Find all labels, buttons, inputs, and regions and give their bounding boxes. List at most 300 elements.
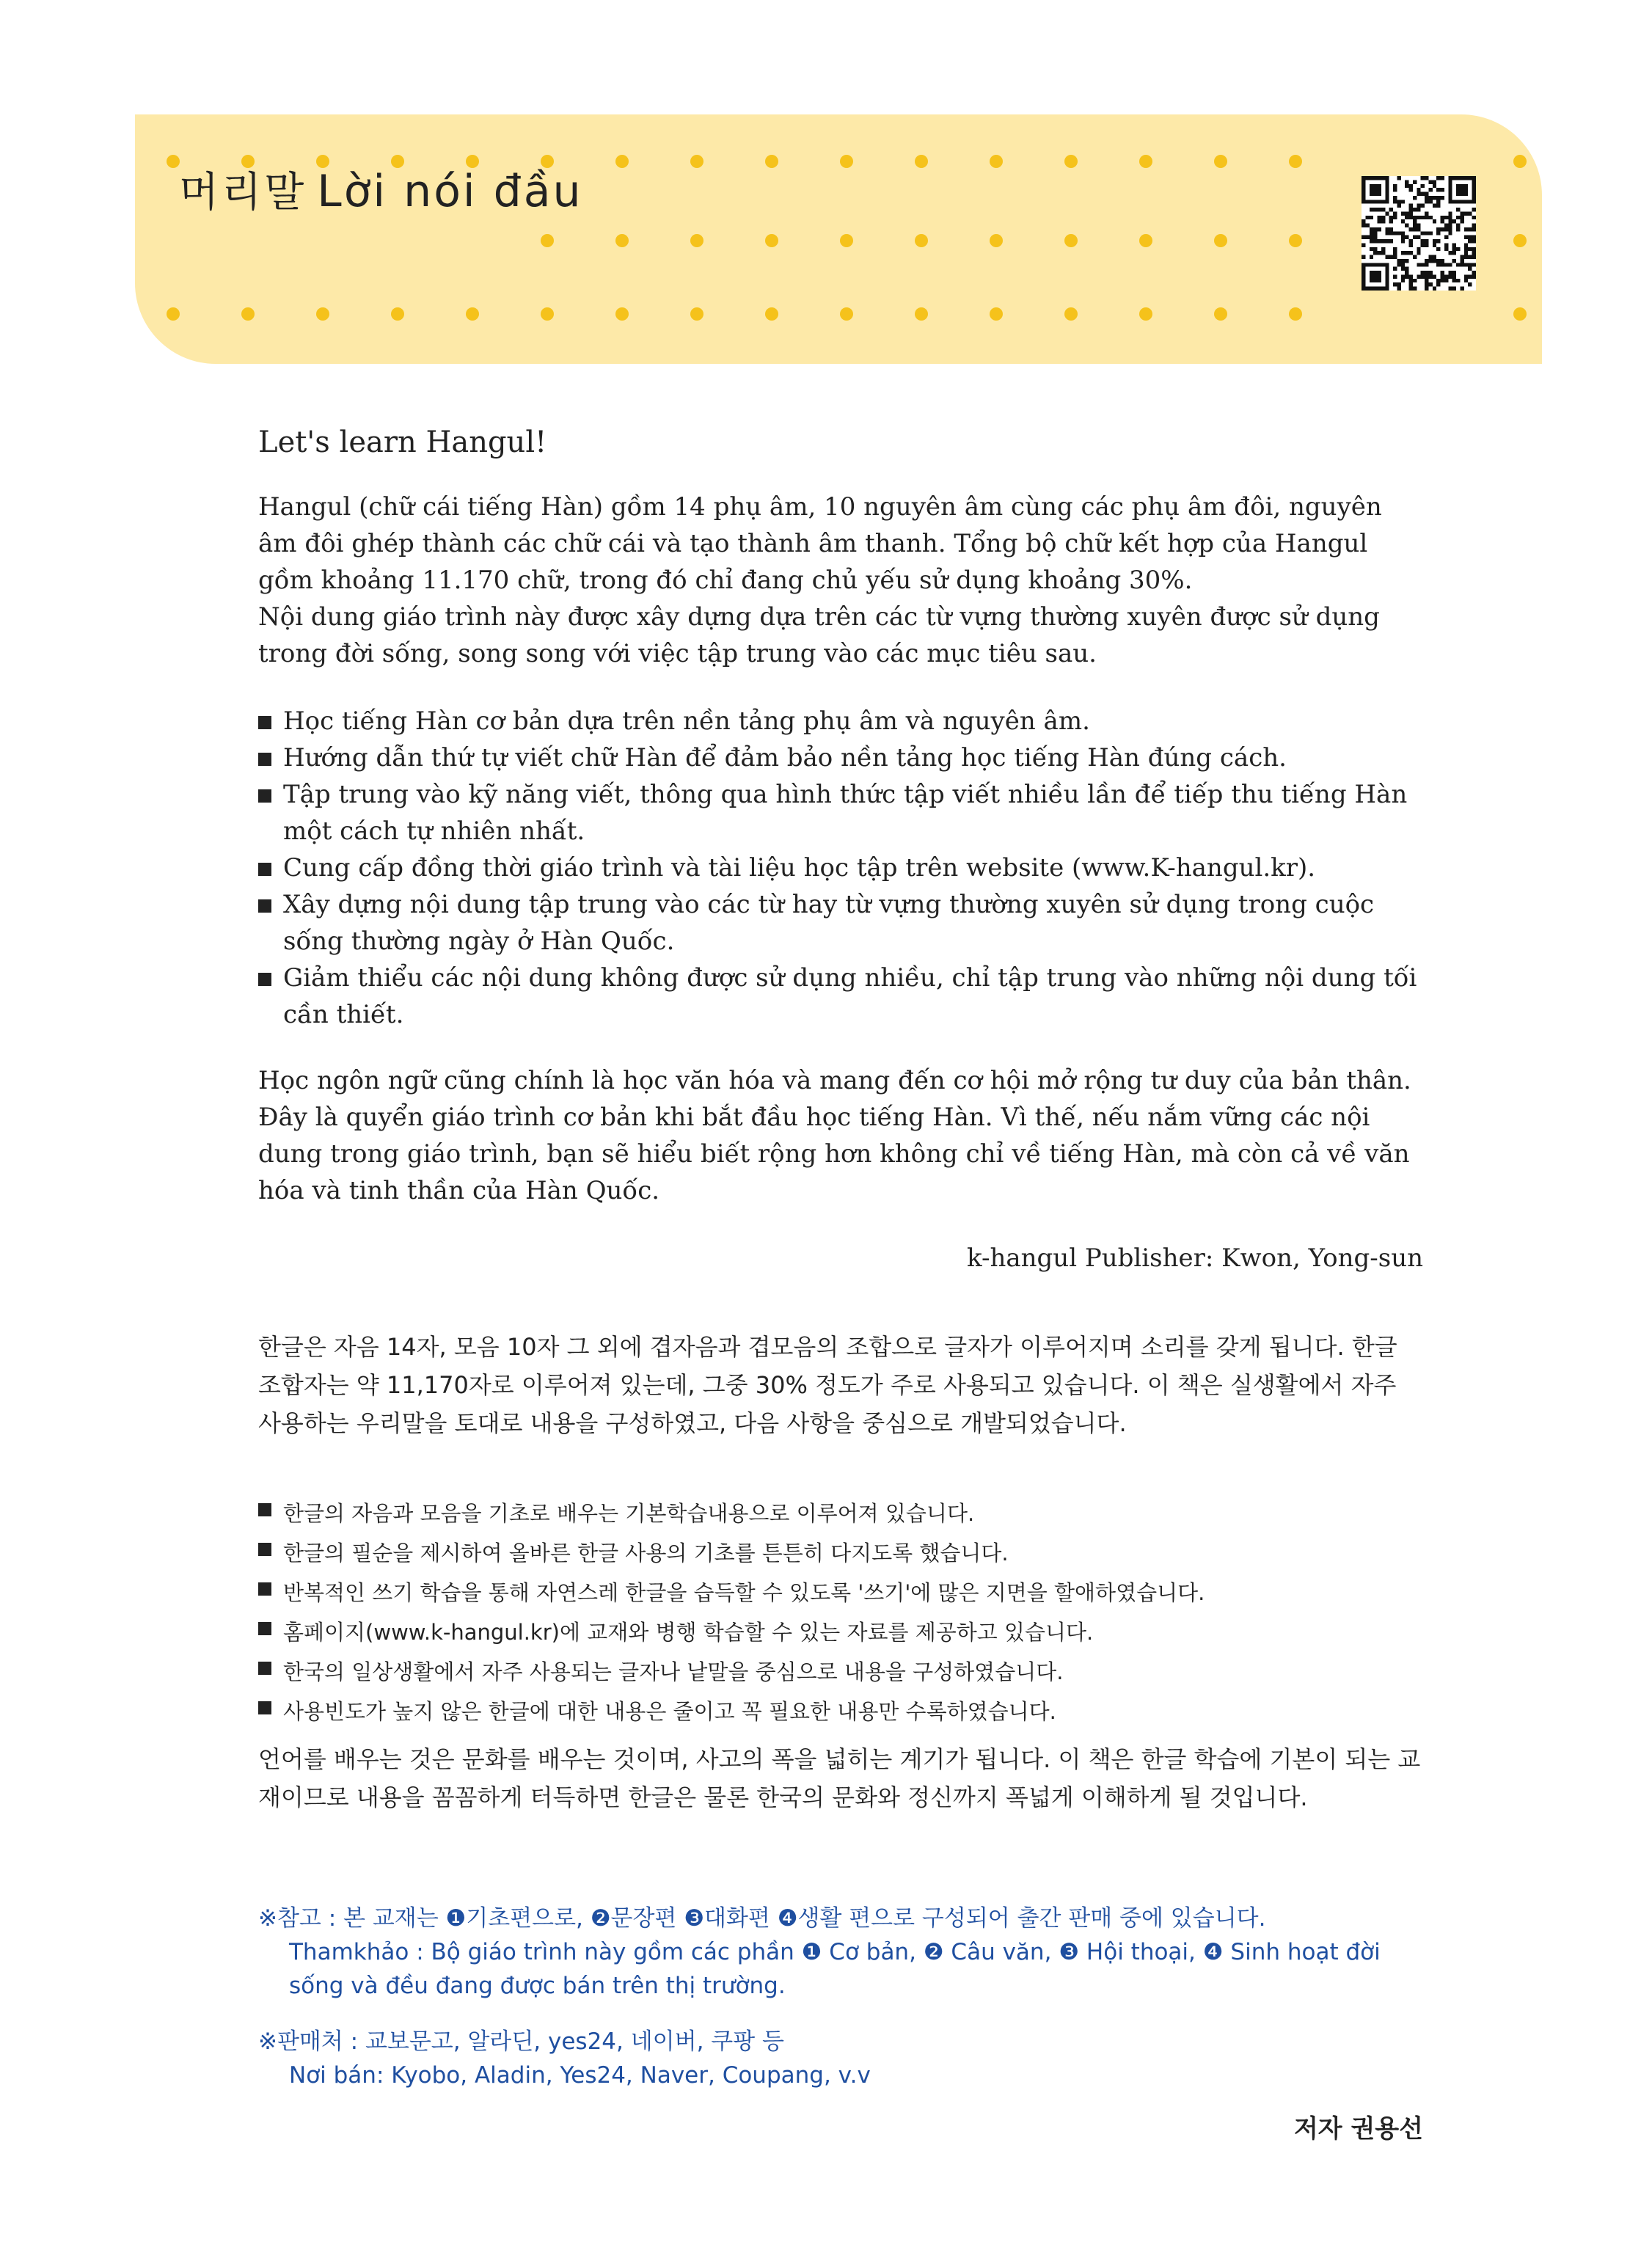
decorative-dot [1289, 155, 1302, 168]
qr-module [1409, 211, 1413, 215]
qr-module [1464, 247, 1468, 251]
qr-module [1441, 176, 1444, 180]
qr-module [1373, 251, 1377, 255]
qr-module [1425, 211, 1428, 215]
qr-module [1409, 282, 1413, 286]
qr-module [1389, 219, 1393, 223]
qr-module [1389, 208, 1393, 211]
list-item: Cung cấp đồng thời giáo trình và tài liệu học tập trên website (www.K-hangul.kr). [258, 850, 1423, 886]
qr-module [1464, 235, 1468, 239]
qr-module [1464, 251, 1468, 255]
qr-module [1417, 192, 1420, 196]
sellers-vietnamese: Nơi bán: Kyobo, Aladin, Yes24, Naver, Coupang, v.v [289, 2062, 871, 2089]
decorative-dot [167, 155, 180, 168]
qr-module [1436, 188, 1440, 191]
intro-vietnamese [258, 489, 1423, 672]
qr-module [1401, 259, 1405, 263]
qr-module [1425, 271, 1428, 274]
qr-module [1448, 271, 1452, 274]
qr-module [1436, 204, 1440, 208]
qr-module [1472, 263, 1476, 266]
qr-module [1393, 247, 1397, 251]
reference-note [258, 1902, 1432, 2003]
qr-module [1433, 274, 1436, 278]
qr-module [1393, 231, 1397, 235]
sellers-korean: ※판매처 : 교보문고, 알라딘, yes24, 네이버, 쿠팡 등 [258, 2028, 784, 2055]
list-item: Hướng dẫn thứ tự viết chữ Hàn để đảm bảo nền tảng học tiếng Hàn đúng cách. [258, 739, 1423, 776]
decorative-dot [765, 307, 778, 321]
qr-module [1401, 239, 1405, 243]
qr-module [1464, 211, 1468, 215]
qr-module [1448, 211, 1452, 215]
header-banner [135, 114, 1542, 364]
qr-module [1428, 180, 1432, 183]
qr-module [1405, 224, 1408, 227]
dot-pattern [135, 114, 1542, 364]
qr-module [1456, 227, 1460, 231]
list-item: Học tiếng Hàn cơ bản dựa trên nền tảng phụ âm và nguyên âm. [258, 703, 1423, 739]
qr-module [1425, 259, 1428, 263]
qr-module [1401, 235, 1405, 239]
qr-module [1460, 255, 1463, 259]
qr-module [1456, 279, 1460, 282]
qr-module [1460, 216, 1463, 219]
qr-module [1401, 200, 1405, 203]
qr-module [1441, 216, 1444, 219]
qr-module [1428, 216, 1432, 219]
qr-module [1425, 200, 1428, 203]
qr-module [1421, 192, 1425, 196]
qr-module [1413, 219, 1417, 223]
qr-module [1413, 279, 1417, 282]
qr-module [1401, 231, 1405, 235]
decorative-dot [915, 155, 928, 168]
qr-module [1433, 180, 1436, 183]
qr-module [1436, 263, 1440, 266]
qr-module [1452, 259, 1456, 263]
qr-module [1425, 231, 1428, 235]
qr-module [1441, 196, 1444, 200]
list-item: 사용빈도가 높지 않은 한글에 대한 내용은 줄이고 꼭 필요한 내용만 수록하였습니다. [258, 1692, 1423, 1731]
qr-module [1452, 279, 1456, 282]
qr-module [1436, 196, 1440, 200]
qr-module [1409, 239, 1413, 243]
qr-module [1472, 216, 1476, 219]
qr-module [1460, 211, 1463, 215]
qr-module [1448, 251, 1452, 255]
qr-module [1393, 251, 1397, 255]
publisher-credit: k-hangul Publisher: Kwon, Yong-sun [966, 1243, 1423, 1273]
qr-module [1472, 274, 1476, 278]
decorative-dot [990, 155, 1003, 168]
qr-module [1385, 231, 1389, 235]
qr-module [1472, 255, 1476, 259]
qr-module [1472, 247, 1476, 251]
qr-module [1428, 259, 1432, 263]
decorative-dot [1139, 307, 1152, 321]
intro-korean: 한글은 자음 14자, 모음 10자 그 외에 겹자음과 겹모음의 조합으로 글자가 이루어지며 소리를 갖게 됩니다. 한글 조합자는 약 11,170자로 이루어져 있는데, 그중 30% 정도가 주로 사용되고 있습니다. 이 책은 실생활에서 자주 사용하는 우리말을 토대로 내용을 구성하였고, 다음 사항을 중심으로 개발되었습니다. [258, 1333, 1397, 1437]
qr-module [1444, 274, 1448, 278]
decorative-dot [1513, 234, 1527, 247]
qr-module [1397, 200, 1400, 203]
qr-module [1413, 227, 1417, 231]
qr-module [1460, 259, 1463, 263]
qr-module [1397, 287, 1400, 291]
qr-module [1417, 216, 1420, 219]
qr-module [1370, 235, 1373, 239]
qr-module [1436, 227, 1440, 231]
qr-finder-core [1456, 184, 1468, 196]
qr-module [1448, 216, 1452, 219]
decorative-dot [1214, 234, 1227, 247]
qr-module [1425, 216, 1428, 219]
qr-module [1389, 255, 1393, 259]
qr-module [1433, 259, 1436, 263]
qr-module [1389, 216, 1393, 219]
qr-module [1428, 231, 1432, 235]
decorative-dot [316, 307, 329, 321]
qr-module [1425, 243, 1428, 246]
qr-module [1397, 176, 1400, 180]
qr-module [1362, 219, 1365, 223]
qr-module [1378, 219, 1381, 223]
qr-module [1460, 219, 1463, 223]
qr-module [1393, 267, 1397, 271]
outro-korean: 언어를 배우는 것은 문화를 배우는 것이며, 사고의 폭을 넓히는 계기가 됩니다. 이 책은 한글 학습에 기본이 되는 교재이므로 내용을 꼼꼼하게 터득하면 한글은 물론 한국의 문화와 정신까지 폭넓게 이해하게 될 것입니다. [258, 1745, 1421, 1811]
qr-module [1436, 282, 1440, 286]
qr-module [1452, 247, 1456, 251]
qr-module [1370, 208, 1373, 211]
list-item: Giảm thiểu các nội dung không được sử dụng nhiều, chỉ tập trung vào những nội dung tối cần thiết. [258, 960, 1423, 1033]
qr-module [1373, 227, 1377, 231]
qr-module [1428, 274, 1432, 278]
qr-module [1444, 224, 1448, 227]
qr-module [1452, 274, 1456, 278]
qr-module [1468, 255, 1472, 259]
qr-module [1378, 239, 1381, 243]
qr-module [1370, 227, 1373, 231]
qr-module [1441, 219, 1444, 223]
qr-module [1378, 208, 1381, 211]
qr-module [1468, 282, 1472, 286]
qr-module [1362, 243, 1365, 246]
qr-module [1425, 192, 1428, 196]
qr-module [1417, 251, 1420, 255]
qr-module [1444, 279, 1448, 282]
qr-module [1441, 227, 1444, 231]
decorative-dot [1139, 155, 1152, 168]
qr-module [1405, 267, 1408, 271]
qr-module [1409, 184, 1413, 188]
decorative-dot [990, 307, 1003, 321]
qr-module [1417, 208, 1420, 211]
qr-module [1421, 231, 1425, 235]
qr-module [1472, 224, 1476, 227]
qr-module [1441, 188, 1444, 191]
qr-module [1433, 255, 1436, 259]
author-signature: 저자 권용선 [1293, 2114, 1423, 2144]
qr-code-icon[interactable] [1362, 176, 1476, 291]
qr-module [1405, 211, 1408, 215]
qr-module [1409, 208, 1413, 211]
qr-module [1448, 219, 1452, 223]
qr-module [1417, 224, 1420, 227]
sellers-note [258, 2025, 1432, 2092]
qr-module [1472, 208, 1476, 211]
qr-module [1381, 239, 1385, 243]
qr-module [1433, 287, 1436, 291]
qr-module [1397, 204, 1400, 208]
qr-module [1401, 267, 1405, 271]
qr-module [1448, 274, 1452, 278]
list-item: 한글의 자음과 모음을 기초로 배우는 기본학습내용으로 이루어져 있습니다. [258, 1494, 1423, 1533]
goals-list-korean [258, 1494, 1423, 1731]
qr-module [1472, 271, 1476, 274]
qr-module [1405, 274, 1408, 278]
qr-module [1472, 227, 1476, 231]
qr-module [1405, 184, 1408, 188]
qr-module [1468, 211, 1472, 215]
qr-module [1421, 263, 1425, 266]
qr-module [1389, 227, 1393, 231]
qr-module [1385, 211, 1389, 215]
decorative-dot [1214, 155, 1227, 168]
qr-module [1452, 271, 1456, 274]
decorative-dot [615, 307, 629, 321]
intro-paragraph: Nội dung giáo trình này được xây dựng dựa trên các từ vựng thường xuyên được sử dụng trong đời sống, song song với việc tập trung vào các mục tiêu sau. [258, 602, 1380, 668]
qr-module [1393, 200, 1397, 203]
qr-module [1472, 239, 1476, 243]
decorative-dot [615, 155, 629, 168]
qr-module [1421, 271, 1425, 274]
qr-module [1417, 188, 1420, 191]
qr-module [1417, 204, 1420, 208]
qr-module [1441, 274, 1444, 278]
qr-module [1452, 287, 1456, 291]
qr-module [1393, 211, 1397, 215]
qr-module [1417, 263, 1420, 266]
qr-module [1365, 216, 1369, 219]
qr-module [1456, 224, 1460, 227]
goals-list-vietnamese [258, 703, 1423, 1033]
qr-module [1362, 255, 1365, 259]
qr-module [1385, 227, 1389, 231]
qr-module [1401, 251, 1405, 255]
qr-module [1448, 231, 1452, 235]
qr-module [1405, 235, 1408, 239]
qr-module [1370, 255, 1373, 259]
qr-module [1385, 255, 1389, 259]
decorative-dot [1289, 234, 1302, 247]
title-korean: 머리말 [179, 169, 307, 216]
qr-module [1428, 200, 1432, 203]
decorative-dot [1214, 307, 1227, 321]
qr-module [1409, 287, 1413, 291]
decorative-dot [391, 307, 404, 321]
qr-module [1413, 224, 1417, 227]
qr-module [1452, 251, 1456, 255]
qr-module [1444, 216, 1448, 219]
qr-module [1448, 263, 1452, 266]
qr-module [1373, 231, 1377, 235]
qr-module [1425, 239, 1428, 243]
qr-module [1413, 180, 1417, 183]
qr-module [1397, 231, 1400, 235]
qr-module [1381, 247, 1385, 251]
qr-module [1441, 263, 1444, 266]
decorative-dot [615, 234, 629, 247]
qr-module [1433, 196, 1436, 200]
list-item: Xây dựng nội dung tập trung vào các từ hay từ vựng thường xuyên sử dụng trong cuộc sống thường ngày ở Hàn Quốc. [258, 886, 1423, 960]
qr-module [1448, 227, 1452, 231]
qr-module [1409, 274, 1413, 278]
qr-finder-core [1370, 184, 1381, 196]
qr-module [1472, 235, 1476, 239]
reference-korean: ※참고 : 본 교재는 ❶기초편으로, ❷문장편 ❸대화편 ❹생활 편으로 구성되어 출간 판매 중에 있습니다. [258, 1905, 1266, 1932]
decorative-dot [840, 155, 853, 168]
qr-module [1436, 200, 1440, 203]
qr-module [1448, 224, 1452, 227]
qr-finder-core [1370, 271, 1381, 282]
qr-module [1370, 216, 1373, 219]
qr-module [1370, 231, 1373, 235]
decorative-dot [765, 234, 778, 247]
qr-module [1425, 282, 1428, 286]
qr-module [1433, 184, 1436, 188]
qr-module [1401, 211, 1405, 215]
qr-module [1421, 243, 1425, 246]
decorative-dot [690, 234, 703, 247]
qr-module [1425, 274, 1428, 278]
list-item: 홈페이지(www.k-hangul.kr)에 교재와 병행 학습할 수 있는 자료를 제공하고 있습니다. [258, 1612, 1423, 1652]
qr-module [1421, 216, 1425, 219]
qr-module [1428, 282, 1432, 286]
decorative-dot [990, 234, 1003, 247]
qr-module [1393, 184, 1397, 188]
qr-module [1381, 219, 1385, 223]
decorative-dot [840, 234, 853, 247]
qr-module [1405, 216, 1408, 219]
list-item: 한국의 일상생활에서 자주 사용되는 글자나 낱말을 중심으로 내용을 구성하였습니다. [258, 1652, 1423, 1692]
qr-module [1405, 180, 1408, 183]
qr-module [1425, 263, 1428, 266]
page-title [179, 160, 583, 219]
qr-module [1389, 231, 1393, 235]
qr-module [1444, 227, 1448, 231]
qr-module [1401, 219, 1405, 223]
qr-module [1405, 259, 1408, 263]
qr-module [1425, 287, 1428, 291]
qr-module [1433, 239, 1436, 243]
qr-module [1441, 271, 1444, 274]
decorative-dot [466, 307, 479, 321]
decorative-dot [1064, 307, 1078, 321]
qr-module [1385, 239, 1389, 243]
decorative-dot [1064, 234, 1078, 247]
list-item: Tập trung vào kỹ năng viết, thông qua hình thức tập viết nhiều lần để tiếp thu tiếng Hàn một cách tự nhiên nhất. [258, 776, 1423, 850]
qr-module [1389, 239, 1393, 243]
qr-module [1373, 235, 1377, 239]
decorative-dot [690, 155, 703, 168]
qr-module [1409, 204, 1413, 208]
qr-module [1452, 219, 1456, 223]
qr-module [1428, 255, 1432, 259]
qr-module [1464, 243, 1468, 246]
qr-module [1413, 235, 1417, 239]
qr-module [1362, 235, 1365, 239]
qr-module [1370, 247, 1373, 251]
qr-module [1378, 251, 1381, 255]
section-heading: Let's learn Hangul! [258, 425, 547, 459]
decorative-dot [915, 307, 928, 321]
reference-vietnamese: Thamkhảo : Bộ giáo trình này gồm các phần ❶ Cơ bản, ❷ Câu văn, ❸ Hội thoại, ❹ Sinh hoạt đời sống và đều đang được bán trên thị trường. [289, 1939, 1381, 1999]
qr-module [1393, 216, 1397, 219]
qr-module [1373, 208, 1377, 211]
qr-module [1393, 196, 1397, 200]
qr-module [1428, 271, 1432, 274]
qr-module [1444, 243, 1448, 246]
qr-module [1464, 227, 1468, 231]
outro-vietnamese: Học ngôn ngữ cũng chính là học văn hóa và mang đến cơ hội mở rộng tư duy của bản thân. Đây là quyển giáo trình cơ bản khi bắt đầu học tiếng Hàn. Vì thế, nếu nắm vững các nội dung trong giáo trình, bạn sẽ hiểu biết rộng hơn không chỉ về tiếng Hàn, mà còn cả về văn hóa và tinh thần của Hàn Quốc. [258, 1066, 1411, 1205]
decorative-dot [1289, 307, 1302, 321]
qr-module [1381, 251, 1385, 255]
qr-module [1428, 196, 1432, 200]
qr-module [1413, 216, 1417, 219]
decorative-dot [765, 155, 778, 168]
qr-module [1417, 247, 1420, 251]
qr-module [1401, 263, 1405, 266]
qr-module [1456, 247, 1460, 251]
list-item: 한글의 필순을 제시하여 올바른 한글 사용의 기초를 튼튼히 다지도록 했습니다. [258, 1533, 1423, 1573]
qr-module [1464, 263, 1468, 266]
qr-module [1413, 196, 1417, 200]
qr-module [1436, 231, 1440, 235]
decorative-dot [541, 234, 554, 247]
qr-module [1397, 259, 1400, 263]
qr-module [1468, 267, 1472, 271]
qr-module [1436, 259, 1440, 263]
qr-module [1448, 287, 1452, 291]
qr-module [1433, 204, 1436, 208]
qr-module [1460, 263, 1463, 266]
decorative-dot [840, 307, 853, 321]
qr-module [1472, 251, 1476, 255]
qr-module [1468, 227, 1472, 231]
qr-module [1425, 196, 1428, 200]
qr-module [1428, 188, 1432, 191]
qr-module [1381, 216, 1385, 219]
decorative-dot [1139, 234, 1152, 247]
qr-module [1381, 208, 1385, 211]
intro-paragraph: Hangul (chữ cái tiếng Hàn) gồm 14 phụ âm, 10 nguyên âm cùng các phụ âm đôi, nguyên âm đôi ghép thành các chữ cái và tạo thành âm thanh. Tổng bộ chữ kết hợp của Hangul gồm khoảng 11.170 chữ, trong đó chỉ đang chủ yếu sử dụng khoảng 30%. [258, 492, 1382, 595]
qr-module [1405, 271, 1408, 274]
decorative-dot [1513, 307, 1527, 321]
qr-module [1436, 247, 1440, 251]
qr-module [1425, 176, 1428, 180]
qr-module [1456, 208, 1460, 211]
qr-module [1452, 243, 1456, 246]
qr-module [1444, 247, 1448, 251]
qr-module [1464, 279, 1468, 282]
qr-module [1444, 263, 1448, 266]
qr-module [1436, 176, 1440, 180]
qr-module [1456, 216, 1460, 219]
qr-module [1409, 279, 1413, 282]
qr-module [1409, 243, 1413, 246]
qr-module [1468, 263, 1472, 266]
qr-module [1393, 188, 1397, 191]
qr-module [1417, 235, 1420, 239]
